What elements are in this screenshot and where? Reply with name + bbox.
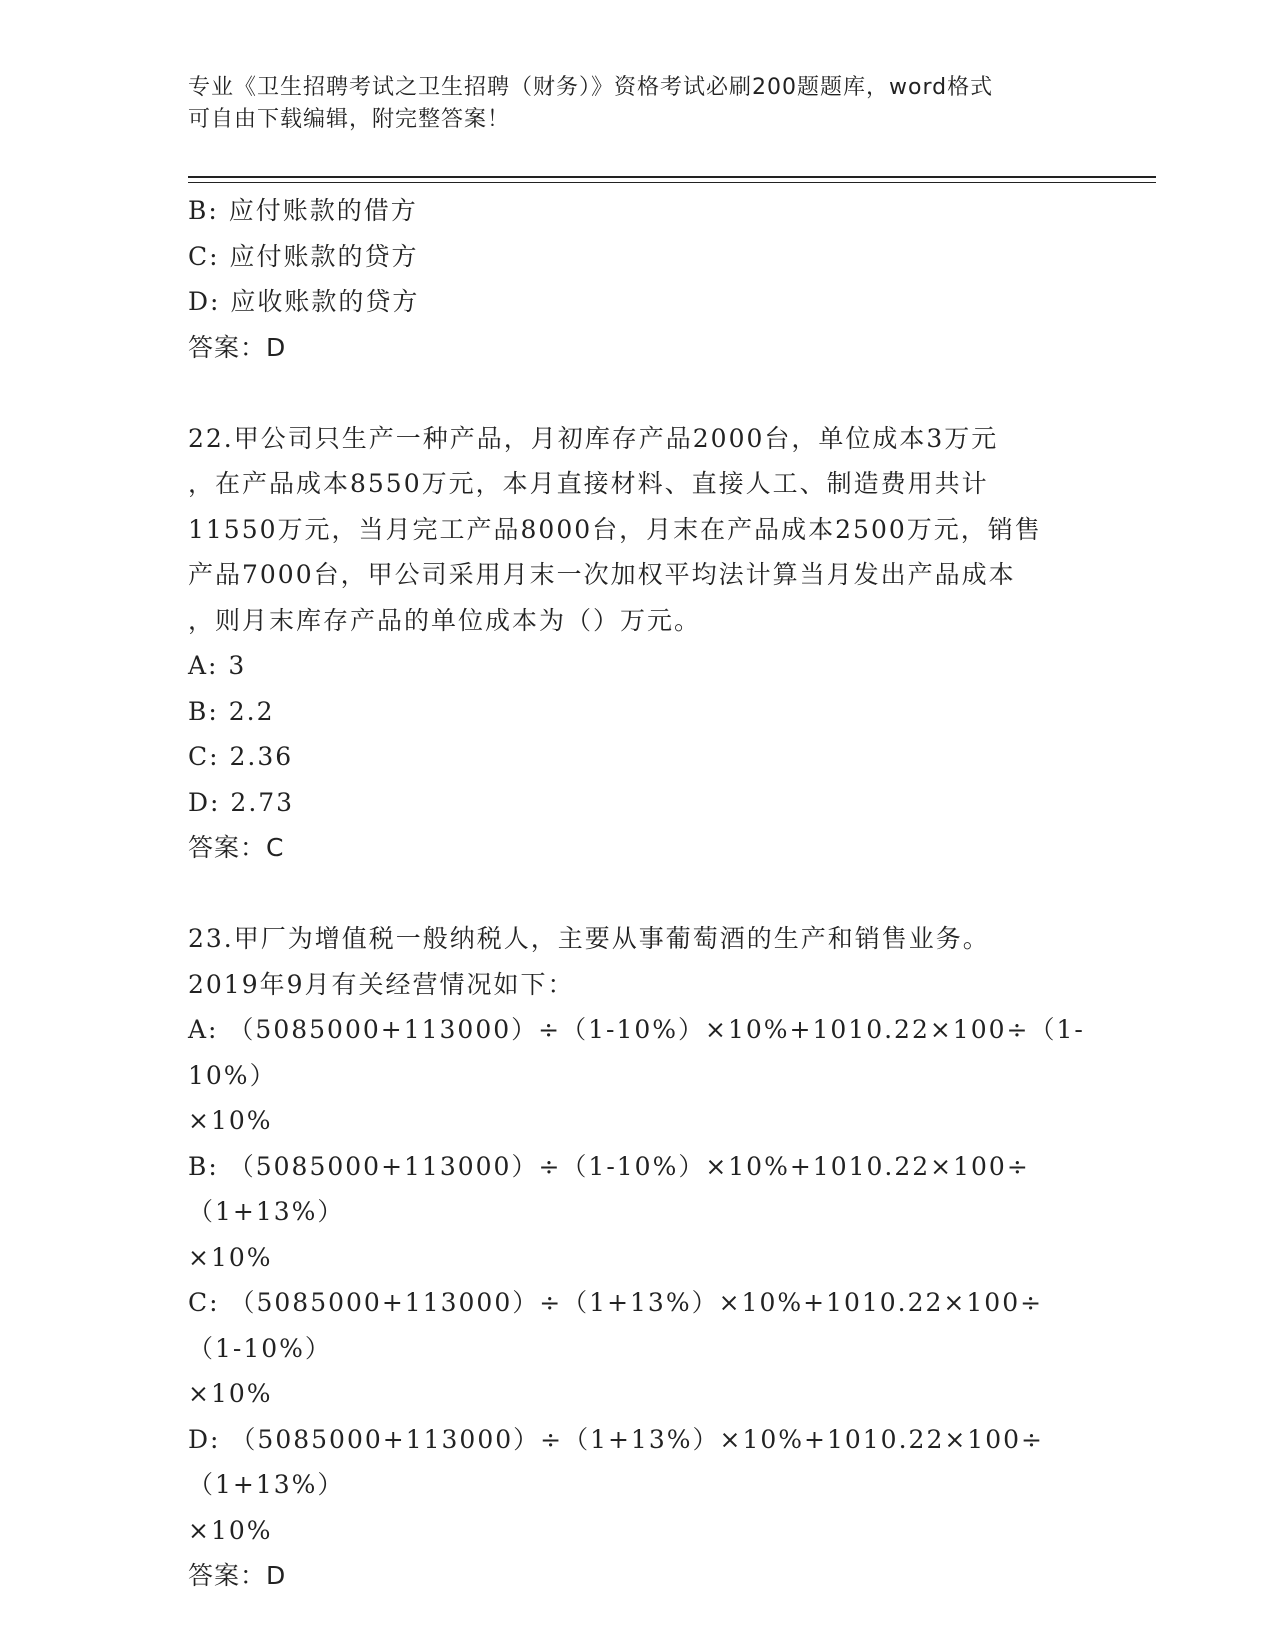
header-rule-thick — [188, 176, 1156, 178]
q23-answer: 答案：D — [188, 1561, 287, 1590]
header-rule-thin — [188, 182, 1156, 183]
q21-answer: 答案：D — [188, 332, 287, 362]
header-line-2: 可自由下载编辑，附完整答案！ — [188, 107, 511, 132]
q21-option-c: C: 应付账款的贷方 — [188, 241, 419, 271]
q23-option-b-cont: ×10% — [188, 1242, 273, 1272]
question-22 — [188, 416, 1088, 871]
q22-option-a: A: 3 — [188, 651, 247, 680]
q22-option-d: D: 2.73 — [188, 787, 295, 817]
q23-option-d: D: （5085000+113000）÷（1+13%）×10%+1010.22×100÷（1+13%） — [188, 1424, 1044, 1499]
question-21 — [188, 188, 1088, 370]
header-line-1: 专业《卫生招聘考试之卫生招聘（财务）》资格考试必刷200题题库，word格式 — [188, 75, 994, 100]
q23-option-c-cont: ×10% — [188, 1379, 273, 1408]
q23-option-b: B: （5085000+113000）÷（1-10%）×10%+1010.22×100÷（1+13%） — [188, 1151, 1030, 1226]
q23-option-a-cont: ×10% — [188, 1106, 273, 1135]
q23-option-a: A: （5085000+113000）÷（1-10%）×10%+1010.22×100÷（1-10%） — [188, 1015, 1085, 1090]
q22-stem-line-1: 22.甲公司只生产一种产品，月初库存产品2000台，单位成本3万元 — [188, 423, 999, 453]
spacer — [188, 871, 1088, 917]
q23-option-c: C: （5085000+113000）÷（1+13%）×10%+1010.22×100÷（1-10%） — [188, 1288, 1044, 1363]
document-header — [188, 72, 1068, 136]
q22-option-b: B: 2.2 — [188, 696, 275, 726]
spacer — [188, 370, 1088, 416]
q22-stem-line-4: 产品7000台，甲公司采用月末一次加权平均法计算当月发出产品成本 — [188, 560, 1016, 589]
q22-stem-line-3: 11550万元，当月完工产品8000台，月末在产品成本2500万元，销售 — [188, 514, 1042, 544]
q21-option-d: D: 应收账款的贷方 — [188, 287, 420, 316]
q22-stem-line-5: ，则月末库存产品的单位成本为（）万元。 — [188, 605, 702, 635]
q22-option-c: C: 2.36 — [188, 742, 294, 771]
q21-option-b: B: 应付账款的借方 — [188, 196, 418, 225]
question-23 — [188, 916, 1088, 1599]
q22-stem-line-2: ，在产品成本8550万元，本月直接材料、直接人工、制造费用共计 — [188, 469, 989, 498]
q23-option-d-cont: ×10% — [188, 1515, 273, 1545]
q23-stem-line-2: 2019年9月有关经营情况如下： — [188, 969, 575, 999]
question-list — [188, 188, 1088, 1599]
q23-stem-line-1: 23.甲厂为增值税一般纳税人，主要从事葡萄酒的生产和销售业务。 — [188, 924, 990, 953]
q22-answer: 答案：C — [188, 833, 285, 862]
